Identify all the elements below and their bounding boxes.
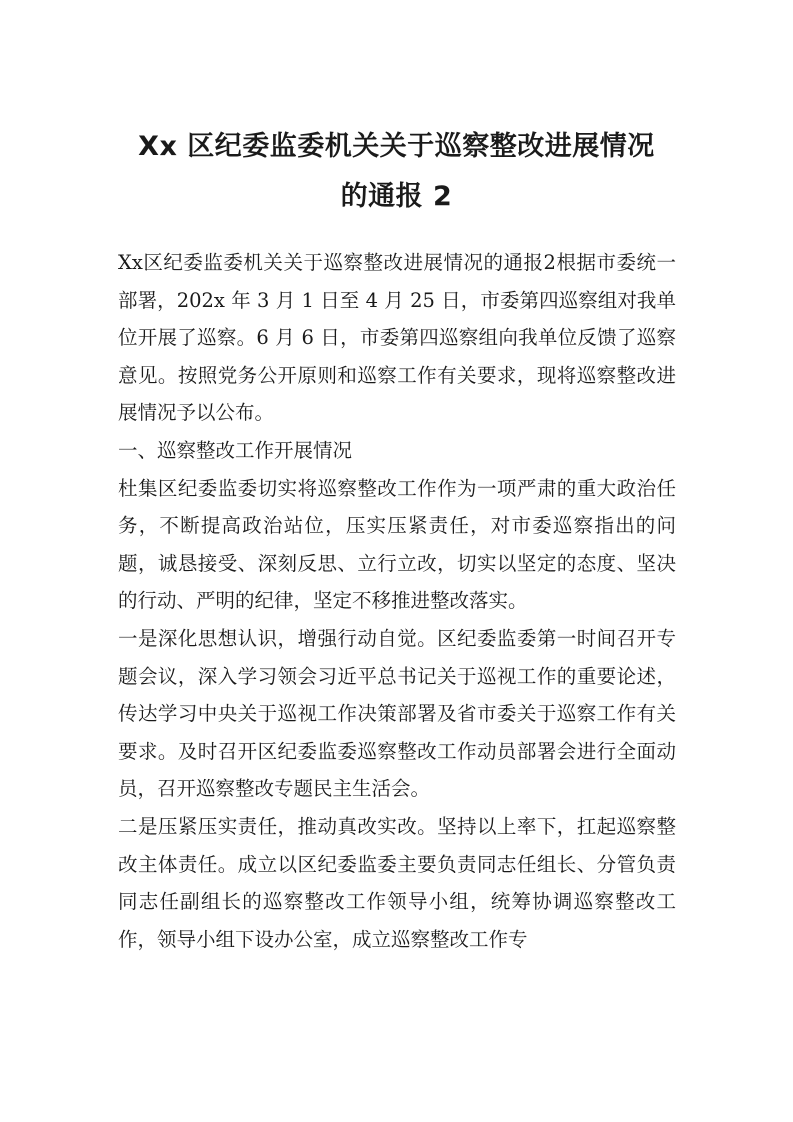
document-title — [100, 122, 693, 222]
title-line-2: 的通报 2 — [340, 181, 453, 212]
title-line-1: Xx 区纪委监委机关关于巡察整改进展情况 — [138, 131, 655, 162]
body-paragraph: 一是深化思想认识，增强行动自觉。区纪委监委第一时间召开专题会议，深入学习领会习近平总书记关于巡视工作的重要论述，传达学习中央关于巡视工作决策部署及省市委关于巡察工作有关要求。及时召开区纪委监委巡察整改工作动员部署会进行全面动员，召开巡察整改专题民主生活会。 — [118, 626, 676, 801]
intro-paragraph: Xx区纪委监委机关关于巡察整改进展情况的通报2根据市委统一部署，202x 年 3 月 1 日至 4 月 25 日，市委第四巡察组对我单位开展了巡察。6 月 6 日，市委第四巡察组向我单位反馈了巡察意见。按照党务公开原则和巡察工作有关要求，现将巡察整改进展情况予以公布。 — [118, 251, 676, 425]
document-body — [118, 244, 676, 958]
section-heading: 一、巡察整改工作开展情况 — [118, 438, 353, 462]
body-paragraph: 二是压紧压实责任，推动真改实改。坚持以上率下，扛起巡察整改主体责任。成立以区纪委监委主要负责同志任组长、分管负责同志任副组长的巡察整改工作领导小组，统筹协调巡察整改工作，领导小组下设办公室，成立巡察整改工作专 — [118, 814, 676, 951]
body-paragraph: 杜集区纪委监委切实将巡察整改工作作为一项严肃的重大政治任务，不断提高政治站位，压实压紧责任，对市委巡察指出的问题，诚恳接受、深刻反思、立行立改，切实以坚定的态度、坚决的行动、严明的纪律，坚定不移推进整改落实。 — [118, 476, 676, 613]
